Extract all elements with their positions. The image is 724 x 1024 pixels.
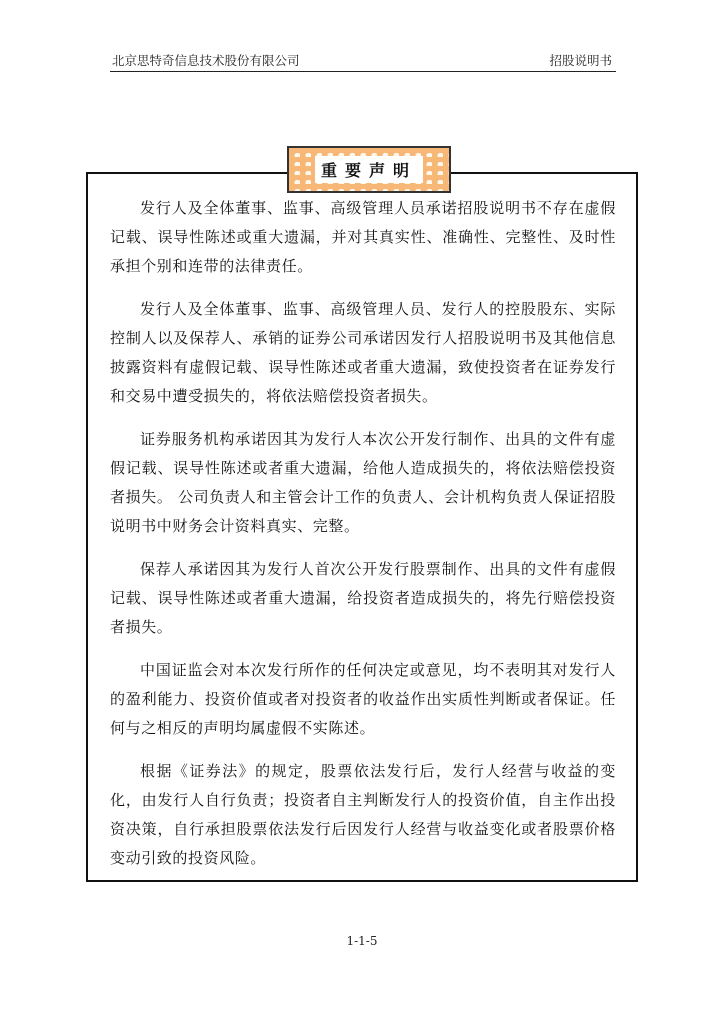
page-number: 1-1-5: [346, 934, 378, 948]
statement-paragraph-3: 证券服务机构承诺因其为发行人本次公开发行制作、出具的文件有虚假记载、误导性陈述或者重大遗漏，给他人造成损失的，将依法赔偿投资者损失。 公司负责人和主管会计工作的负责人、会计机构负责人保证招股说明书中财务会计资料真实、完整。: [110, 430, 616, 535]
statement-paragraph-6: 根据《证券法》的规定，股票依法发行后，发行人经营与收益的变化，由发行人自行负责；投资者自主判断发行人的投资价值，自主作出投资决策，自行承担股票依法发行后因发行人经营与收益变化或者股票价格变动引致的投资风险。: [110, 762, 616, 867]
statement-paragraph-4: 保荐人承诺因其为发行人首次公开发行股票制作、出具的文件有虚假记载、误导性陈述或者重大遗漏，给投资者造成损失的，将先行赔偿投资者损失。: [110, 560, 616, 636]
statement-title-banner: [287, 146, 451, 193]
statement-paragraph-5: 中国证监会对本次发行所作的任何决定或意见，均不表明其对发行人的盈利能力、投资价值或者对投资者的收益作出实质性判断或者保证。任何与之相反的声明均属虚假不实陈述。: [110, 661, 616, 737]
page-header: [110, 49, 616, 72]
statement-title: 重要声明: [315, 156, 423, 183]
statement-paragraph-1: 发行人及全体董事、监事、高级管理人员承诺招股说明书不存在虚假记载、误导性陈述或重大遗漏，并对其真实性、准确性、完整性、及时性承担个别和连带的法律责任。: [110, 199, 616, 275]
statement-body: [110, 194, 616, 887]
statement-paragraph-2: 发行人及全体董事、监事、高级管理人员、发行人的控股股东、实际控制人以及保荐人、承销的证券公司承诺因发行人招股说明书及其他信息披露资料有虚假记载、误导性陈述或者重大遗漏，致使投资者在证券发行和交易中遭受损失的，将依法赔偿投资者损失。: [110, 300, 616, 405]
header-company-name: 北京思特奇信息技术股份有限公司: [112, 53, 300, 68]
header-document-type: 招股说明书: [549, 53, 612, 68]
